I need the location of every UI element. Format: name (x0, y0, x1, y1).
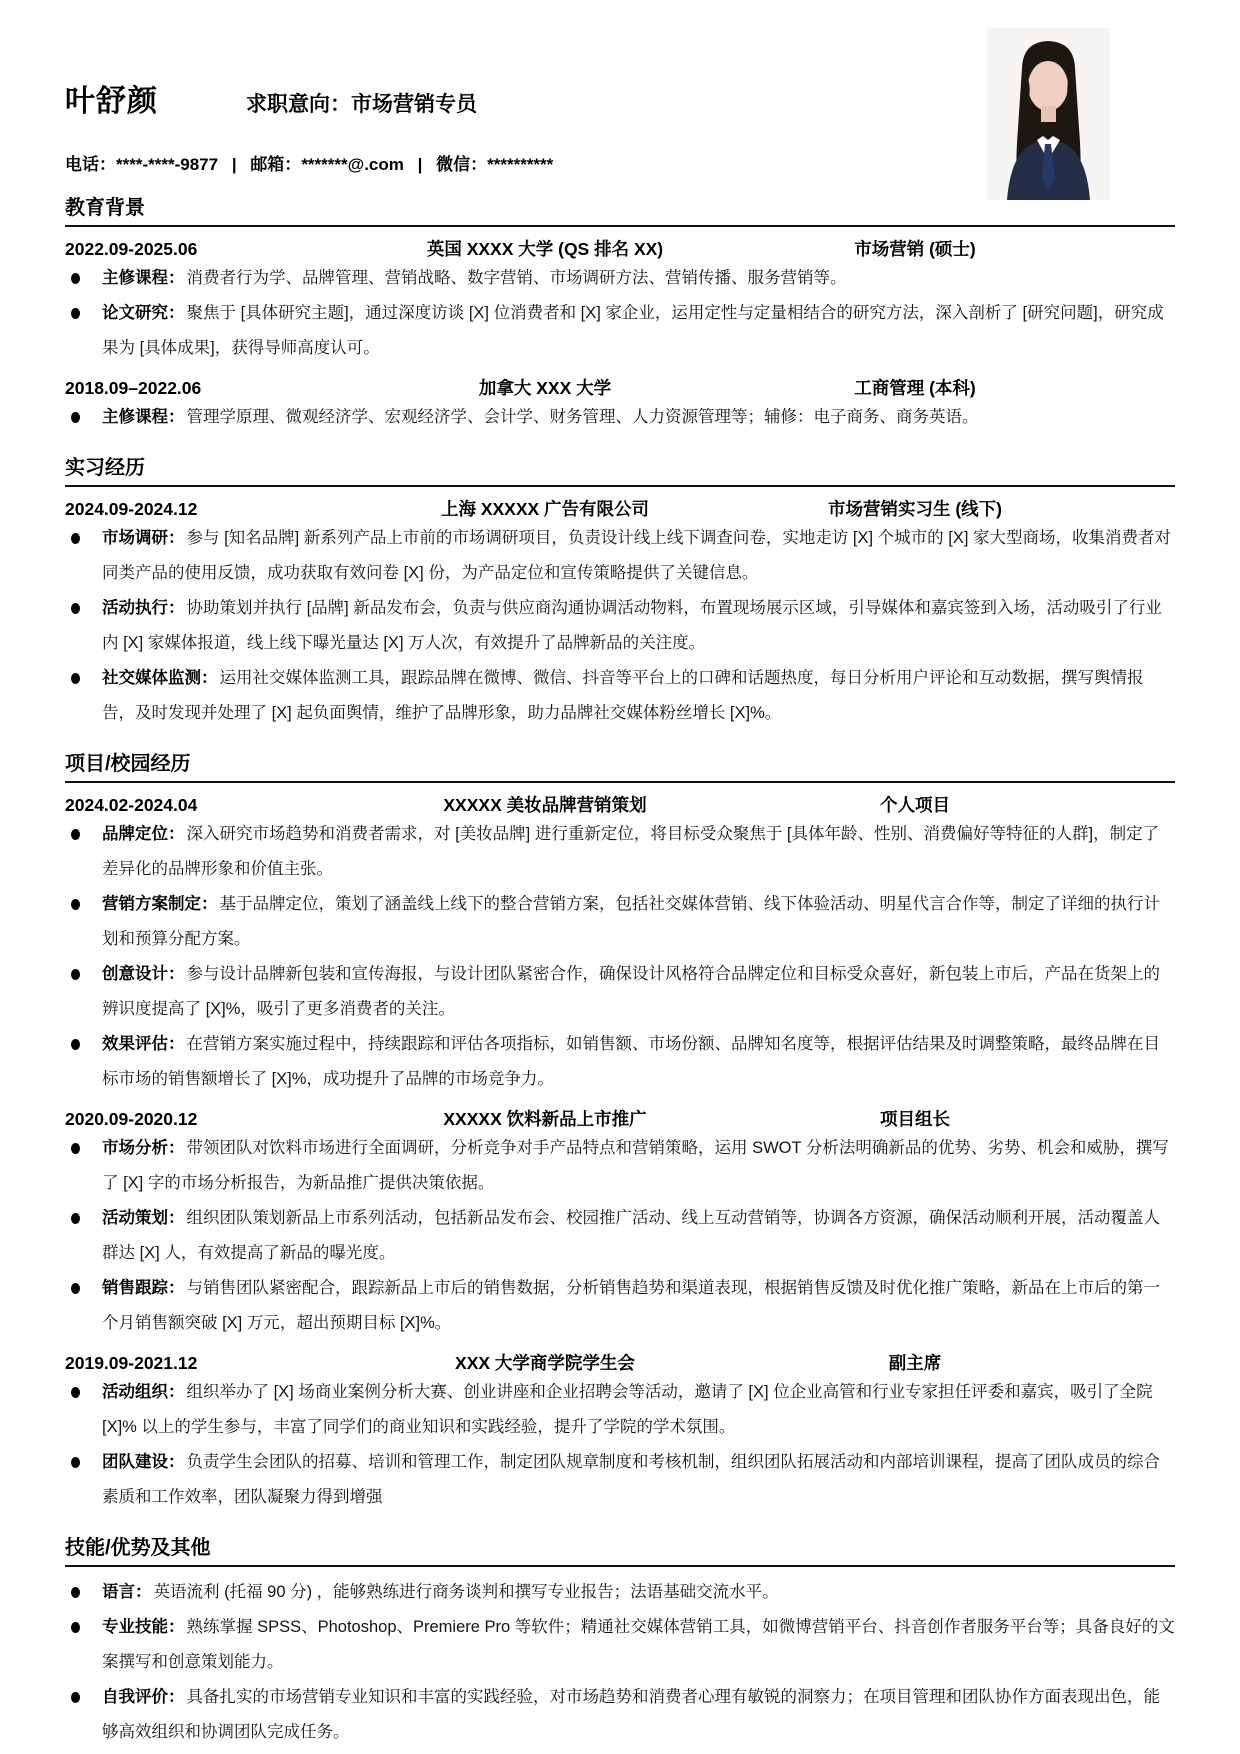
entry-header (65, 1107, 1175, 1131)
bullet-text: 熟练掌握 SPSS、Photoshop、Premiere Pro 等软件；精通社交媒体营销工具，如微博营销平台、抖音创作者服务平台等；具备良好的文案撰写和创意策划能力。 (102, 1618, 1175, 1671)
bullet-text: 组织团队策划新品上市系列活动，包括新品发布会、校园推广活动、线上互动营销等，协调各方资源，确保活动顺利开展，活动覆盖人群达 [X] 人，有效提高了新品的曝光度。 (102, 1209, 1160, 1262)
entry-role: 工商管理 (本科) (854, 378, 976, 398)
section-skills (65, 1531, 1175, 1750)
bullet-icon (71, 1587, 80, 1598)
email-label: 邮箱： (250, 155, 302, 174)
bullet-text: 消费者行为学、品牌管理、营销战略、数字营销、市场调研方法、营销传播、服务营销等。 (186, 269, 847, 287)
bullet-item (65, 1680, 1175, 1750)
email-value: *******@.com (301, 155, 404, 174)
bullet-text: 聚焦于 [具体研究主题]，通过深度访谈 [X] 位消费者和 [X] 家企业，运用定性与定量相结合的研究方法，深入剖析了 [研究问题]，研究成果为 [具体成果]，获得导师高度认可。 (102, 304, 1164, 357)
bullet-icon (71, 533, 80, 544)
entry-header (65, 497, 1175, 521)
entry-header (65, 793, 1175, 817)
section-projects (65, 747, 1175, 1515)
separator: | (417, 155, 423, 174)
bullet-label: 语言： (102, 1583, 152, 1601)
bullet-icon (71, 969, 80, 980)
bullet-text: 组织举办了 [X] 场商业案例分析大赛、创业讲座和企业招聘会等活动，邀请了 [X] 位企业高管和行业专家担任评委和嘉宾，吸引了全院 [X]% 以上的学生参与，丰富了同学们的商业知识和实践经验，提升了学院的学术氛围。 (102, 1383, 1153, 1436)
bullet-item (65, 1027, 1175, 1097)
bullet-label: 营销方案制定： (102, 895, 218, 913)
entry-header (65, 1351, 1175, 1375)
bullet-item (65, 1375, 1175, 1445)
entry-role: 项目组长 (880, 1109, 950, 1129)
bullet-icon (71, 899, 80, 910)
bullet-text: 运用社交媒体监测工具，跟踪品牌在微博、微信、抖音等平台上的口碑和话题热度，每日分析用户评论和互动数据，撰写舆情报告，及时发现并处理了 [X] 起负面舆情，维护了品牌形象，助力品牌社交媒体粉丝增长 [X]%。 (102, 669, 1144, 722)
bullet-label: 创意设计： (102, 965, 185, 983)
phone-value: ****-****-9877 (116, 155, 219, 174)
bullet-icon (71, 1457, 80, 1468)
bullet-text: 参与 [知名品牌] 新系列产品上市前的市场调研项目，负责设计线上线下调查问卷，实地走访 [X] 个城市的 [X] 家大型商场，收集消费者对同类产品的使用反馈，成功获取有效问卷 [X] 份，为产品定位和宣传策略提供了关键信息。 (102, 529, 1172, 582)
bullet-item (65, 887, 1175, 957)
bullet-label: 市场调研： (102, 529, 185, 547)
id-photo (987, 28, 1110, 200)
bullet-item (65, 1445, 1175, 1515)
bullet-item (65, 296, 1175, 366)
bullet-label: 社交媒体监测： (102, 669, 218, 687)
bullet-label: 活动执行： (102, 599, 185, 617)
bullet-text: 带领团队对饮料市场进行全面调研，分析竞争对手产品特点和营销策略，运用 SWOT 分析法明确新品的优势、劣势、机会和威胁，撰写了 [X] 字的市场分析报告，为新品推广提供决策依据。 (102, 1139, 1169, 1192)
bullet-text: 协助策划并执行 [品牌] 新品发布会，负责与供应商沟通协调活动物料，布置现场展示区域，引导媒体和嘉宾签到入场，活动吸引了行业内 [X] 家媒体报道，线上线下曝光量达 [X] 万人次，有效提升了品牌新品的关注度。 (102, 599, 1162, 652)
bullet-icon (71, 1143, 80, 1154)
section-title: 实习经历 (65, 451, 1175, 487)
bullet-text: 管理学原理、微观经济学、宏观经济学、会计学、财务管理、人力资源管理等；辅修：电子商务、商务英语。 (186, 408, 979, 426)
bullet-item (65, 1575, 1175, 1610)
bullet-item (65, 1201, 1175, 1271)
entry-organization: XXX 大学商学院学生会 (455, 1353, 635, 1373)
bullet-text: 在营销方案实施过程中，持续跟踪和评估各项指标，如销售额、市场份额、品牌知名度等，根据评估结果及时调整策略，最终品牌在目标市场的销售额增长了 [X]%，成功提升了品牌的市场竞争力。 (102, 1035, 1160, 1088)
bullet-label: 自我评价： (102, 1688, 185, 1706)
bullet-icon (71, 1213, 80, 1224)
bullet-item (65, 521, 1175, 591)
bullet-label: 销售跟踪： (102, 1279, 185, 1297)
bullet-label: 效果评估： (102, 1035, 185, 1053)
bullet-label: 活动策划： (102, 1209, 185, 1227)
bullet-item (65, 1610, 1175, 1680)
section-title: 教育背景 (65, 191, 1175, 227)
wechat-label: 微信： (436, 155, 488, 174)
bullet-label: 活动组织： (102, 1383, 185, 1401)
bullet-icon (71, 412, 80, 423)
portrait-placeholder-icon (987, 28, 1110, 200)
bullet-item (65, 661, 1175, 731)
bullet-text: 与销售团队紧密配合，跟踪新品上市后的销售数据，分析销售趋势和渠道表现，根据销售反馈及时优化推广策略，新品在上市后的第一个月销售额突破 [X] 万元，超出预期目标 [X]%。 (102, 1279, 1160, 1332)
entry-date: 2024.02-2024.04 (65, 795, 198, 815)
bullet-item (65, 261, 1175, 296)
bullet-text: 基于品牌定位，策划了涵盖线上线下的整合营销方案，包括社交媒体营销、线下体验活动、明星代言合作等，制定了详细的执行计划和预算分配方案。 (102, 895, 1160, 948)
entry-role: 市场营销实习生 (线下) (827, 499, 1003, 519)
bullet-item (65, 591, 1175, 661)
entry-header (65, 237, 1175, 261)
phone-label: 电话： (65, 155, 116, 174)
wechat-value: ********** (487, 155, 554, 174)
bullet-icon (71, 1387, 80, 1398)
bullet-item (65, 1271, 1175, 1341)
bullet-icon (71, 673, 80, 684)
bullet-icon (71, 308, 80, 319)
bullet-icon (71, 603, 80, 614)
candidate-name: 叶舒颜 (65, 85, 158, 118)
entry-date: 2024.09-2024.12 (65, 499, 198, 519)
bullet-text: 参与设计品牌新包装和宣传海报，与设计团队紧密合作，确保设计风格符合品牌定位和目标受众喜好，新包装上市后，产品在货架上的辨识度提高了 [X]%，吸引了更多消费者的关注。 (102, 965, 1160, 1018)
bullet-text: 负责学生会团队的招募、培训和管理工作，制定团队规章制度和考核机制，组织团队拓展活动和内部培训课程，提高了团队成员的综合素质和工作效率，团队凝聚力得到增强 (102, 1453, 1160, 1506)
section-title: 技能/优势及其他 (65, 1531, 1175, 1567)
entry-organization: XXXXX 饮料新品上市推广 (443, 1109, 647, 1129)
entry-organization: 上海 XXXXX 广告有限公司 (440, 499, 650, 519)
separator: | (231, 155, 237, 174)
entry-date: 2022.09-2025.06 (65, 239, 198, 259)
entry-date: 2019.09-2021.12 (65, 1353, 198, 1373)
bullet-item (65, 400, 1175, 435)
entry-role: 副主席 (888, 1353, 942, 1373)
bullet-label: 品牌定位： (102, 825, 185, 843)
bullet-label: 主修课程： (102, 408, 185, 426)
entry-organization: 英国 XXXX 大学 (QS 排名 XX) (426, 239, 664, 259)
bullet-label: 市场分析： (102, 1139, 185, 1157)
bullet-icon (71, 829, 80, 840)
bullet-label: 主修课程： (102, 269, 185, 287)
job-objective: 求职意向：市场营销专员 (246, 93, 477, 116)
bullet-label: 团队建设： (102, 1453, 185, 1471)
bullet-icon (71, 273, 80, 284)
section-education (65, 191, 1175, 435)
entry-date: 2020.09-2020.12 (65, 1109, 198, 1129)
bullet-item (65, 1131, 1175, 1201)
bullet-icon (71, 1283, 80, 1294)
section-title: 项目/校园经历 (65, 747, 1175, 783)
bullet-text: 英语流利 (托福 90 分) ，能够熟练进行商务谈判和撰写专业报告；法语基础交流水平。 (153, 1583, 779, 1601)
bullet-label: 论文研究： (102, 304, 185, 322)
bullet-icon (71, 1622, 80, 1633)
bullet-label: 专业技能： (102, 1618, 185, 1636)
bullet-icon (71, 1692, 80, 1703)
bullet-item (65, 817, 1175, 887)
bullet-item (65, 957, 1175, 1027)
bullet-text: 具备扎实的市场营销专业知识和丰富的实践经验，对市场趋势和消费者心理有敏锐的洞察力；在项目管理和团队协作方面表现出色，能够高效组织和协调团队完成任务。 (102, 1688, 1160, 1741)
bullet-text: 深入研究市场趋势和消费者需求，对 [美妆品牌] 进行重新定位，将目标受众聚焦于 [具体年龄、性别、消费偏好等特征的人群]，制定了差异化的品牌形象和价值主张。 (102, 825, 1160, 878)
bullet-icon (71, 1039, 80, 1050)
entry-role: 个人项目 (880, 795, 950, 815)
entry-date: 2018.09–2022.06 (65, 378, 202, 398)
entry-organization: XXXXX 美妆品牌营销策划 (443, 795, 647, 815)
entry-header (65, 376, 1175, 400)
section-internship (65, 451, 1175, 731)
entry-role: 市场营销 (硕士) (854, 239, 976, 259)
entry-organization: 加拿大 XXX 大学 (478, 378, 612, 398)
